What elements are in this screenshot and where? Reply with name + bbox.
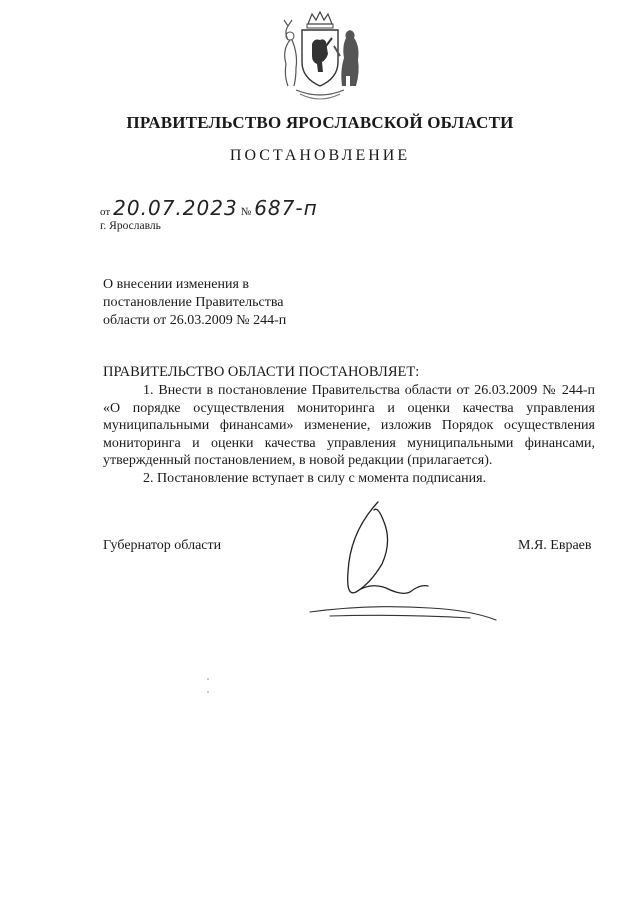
signatory-name: М.Я. Евраев	[518, 538, 592, 553]
number-sign: №	[240, 206, 252, 218]
government-title: ПРАВИТЕЛЬСТВО ЯРОСЛАВСКОЙ ОБЛАСТИ	[126, 113, 514, 132]
scan-speck	[207, 678, 209, 680]
date-prefix: от	[100, 206, 111, 218]
document-body	[103, 382, 595, 487]
subject-line: О внесении изменения в	[103, 277, 249, 292]
body-paragraph: 1. Внести в постановление Правительства области от 26.03.2009 № 244-п «О порядке осуществления мониторинга и оценки качества управления муниципальными финансами» изменение, изложив Порядок осуществления мониторинга и оценки качества управления муниципальными финансами, утвержденный постановлением, в новой редакции (прилагается).	[103, 383, 595, 468]
document-dateline	[100, 196, 318, 220]
subject-line: постановление Правительства	[103, 295, 284, 310]
body-paragraph: 2. Постановление вступает в силу с момента подписания.	[143, 470, 487, 486]
subject-line: области от 26.03.2009 № 244-п	[103, 313, 287, 328]
document-city: г. Ярославль	[100, 220, 161, 232]
document-number: 687-п	[254, 196, 318, 220]
handwritten-signature	[290, 492, 510, 632]
scan-speck	[207, 691, 209, 693]
resolution-heading: ПРАВИТЕЛЬСТВО ОБЛАСТИ ПОСТАНОВЛЯЕТ:	[103, 364, 420, 380]
coat-of-arms-icon	[270, 10, 370, 106]
document-type: ПОСТАНОВЛЕНИЕ	[229, 147, 411, 164]
signatory-position: Губернатор области	[103, 538, 222, 553]
document-subject	[103, 276, 363, 330]
document-date: 20.07.2023	[113, 196, 238, 220]
